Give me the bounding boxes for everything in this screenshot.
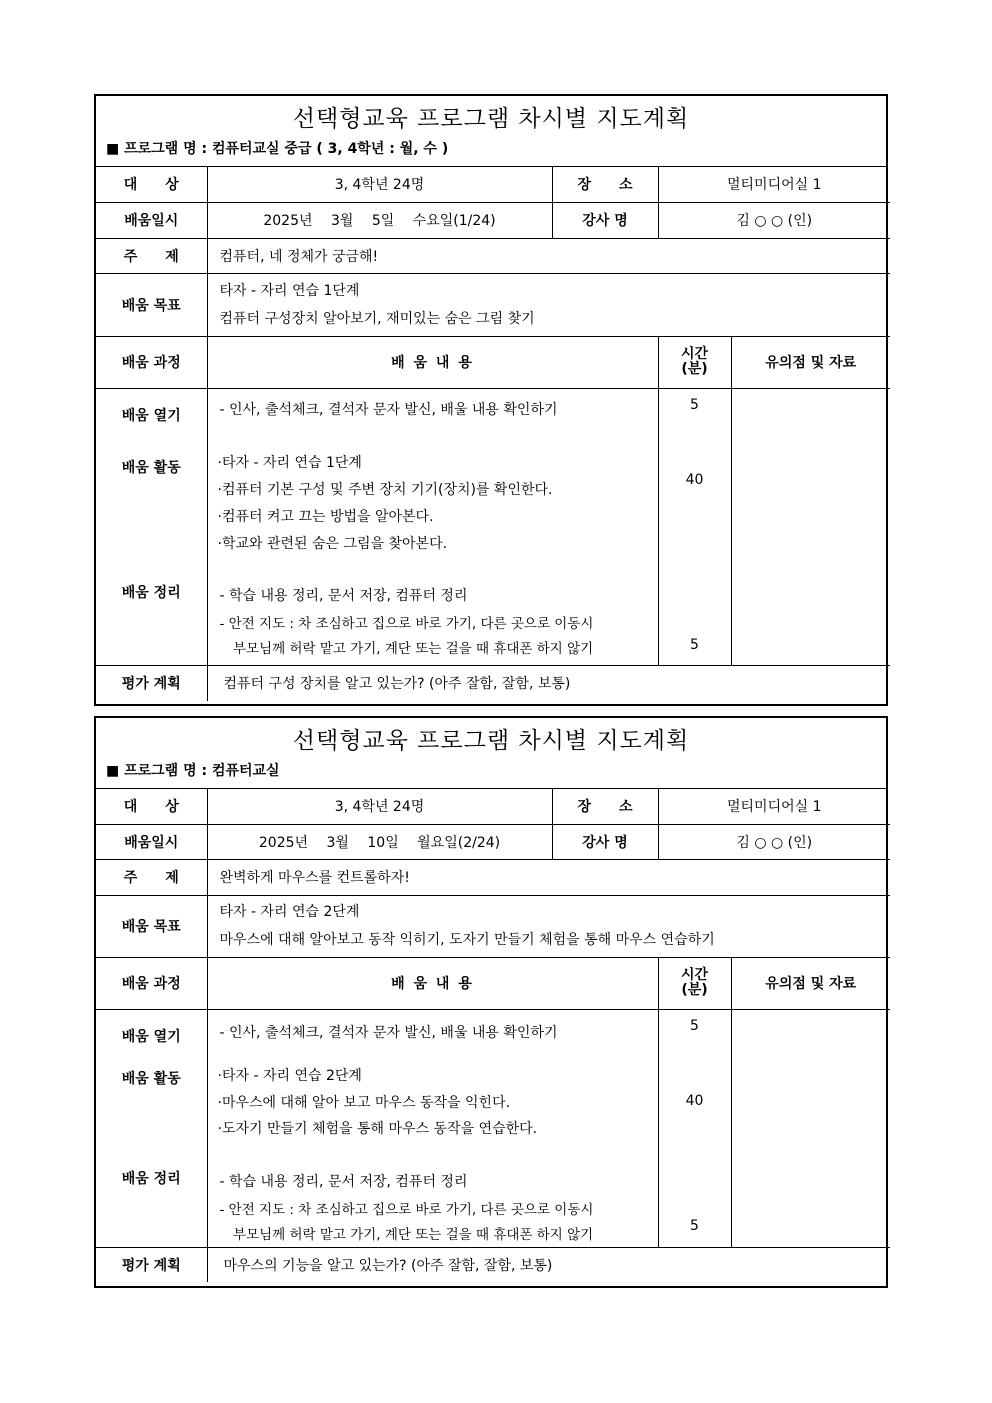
target-label: 대 상 xyxy=(96,789,207,824)
notes-column xyxy=(731,1009,890,1247)
goal-label: 배움 목표 xyxy=(96,895,207,957)
stage-open: 배움 열기 xyxy=(121,1028,181,1045)
time-column xyxy=(658,388,731,665)
stage-wrap: 배움 정리 xyxy=(121,1170,181,1187)
time-open: 5 xyxy=(690,396,699,413)
place-label: 장 소 xyxy=(552,789,658,824)
process-header: 배움 과정 xyxy=(96,957,207,1009)
wrap-item: - 학습 내용 정리, 문서 저장, 컴퓨터 정리 xyxy=(219,587,468,604)
open-item: - 인사, 출석체크, 결석자 문자 발신, 배울 내용 확인하기 xyxy=(219,401,558,418)
goal-list xyxy=(207,273,890,336)
time-header: 시간 (분) xyxy=(658,957,731,1009)
activity-item: ·컴퓨터 기본 구성 및 주변 장치 기기(장치)를 확인한다. xyxy=(217,481,553,498)
teacher-value: 김 ○ ○ (인) xyxy=(658,824,890,859)
date-label: 배움일시 xyxy=(96,202,207,238)
wrap-item: 부모님께 허락 맡고 가기, 계단 또는 걸을 때 휴대폰 하지 않기 xyxy=(219,640,594,657)
lesson-plan-2 xyxy=(94,716,888,1288)
date-label: 배움일시 xyxy=(96,824,207,859)
content-column xyxy=(207,388,658,665)
date-value: 2025년 3월 10일 월요일(2/24) xyxy=(207,824,552,859)
topic-value: 완벽하게 마우스를 컨트롤하자! xyxy=(207,859,890,895)
plan-title: 선택형교육 프로그램 차시별 지도계획 xyxy=(292,728,690,754)
wrap-item: 부모님께 허락 맡고 가기, 계단 또는 걸을 때 휴대폰 하지 않기 xyxy=(219,1226,594,1243)
activity-item: ·마우스에 대해 알아 보고 마우스 동작을 익힌다. xyxy=(217,1094,511,1111)
activity-item: ·컴퓨터 켜고 끄는 방법을 알아본다. xyxy=(217,508,434,525)
content-column xyxy=(207,1009,658,1247)
goal-item: 타자 - 자리 연습 1단계 xyxy=(219,282,360,299)
topic-label: 주 제 xyxy=(96,238,207,273)
stage-column xyxy=(96,1009,207,1247)
activity-item: ·도자기 만들기 체험을 통해 마우스 동작을 연습한다. xyxy=(217,1120,538,1137)
time-wrap: 5 xyxy=(690,1217,699,1234)
teacher-label: 강사 명 xyxy=(552,824,658,859)
time-activity: 40 xyxy=(685,471,704,488)
time-column xyxy=(658,1009,731,1247)
stage-activity: 배움 활동 xyxy=(121,459,181,476)
notes-header: 유의점 및 자료 xyxy=(731,957,890,1009)
plan-title: 선택형교육 프로그램 차시별 지도계획 xyxy=(292,106,690,132)
target-value: 3, 4학년 24명 xyxy=(207,789,552,824)
eval-label: 평가 계획 xyxy=(96,665,207,701)
notes-header: 유의점 및 자료 xyxy=(731,336,890,388)
content-header: 배 움 내 용 xyxy=(207,336,658,388)
time-activity: 40 xyxy=(685,1092,704,1109)
stage-activity: 배움 활동 xyxy=(121,1070,181,1087)
plan-table xyxy=(96,789,890,1282)
eval-label: 평가 계획 xyxy=(96,1247,207,1282)
notes-column xyxy=(731,388,890,665)
place-label: 장 소 xyxy=(552,167,658,202)
goal-item: 타자 - 자리 연습 2단계 xyxy=(219,904,360,920)
wrap-item: - 안전 지도 : 차 조심하고 집으로 바로 가기, 다른 곳으로 이동시 xyxy=(219,1201,594,1218)
stage-open: 배움 열기 xyxy=(121,407,181,424)
activity-item: ·타자 - 자리 연습 1단계 xyxy=(217,454,362,471)
target-label: 대 상 xyxy=(96,167,207,202)
time-open: 5 xyxy=(690,1017,699,1034)
target-value: 3, 4학년 24명 xyxy=(207,167,552,202)
activity-item: ·타자 - 자리 연습 2단계 xyxy=(217,1067,362,1084)
lesson-plan-1 xyxy=(94,94,888,706)
program-name: ■ 프로그램 명 : 컴퓨터교실 중급 ( 3, 4학년 : 월, 수 ) xyxy=(96,136,886,167)
program-name: ■ 프로그램 명 : 컴퓨터교실 xyxy=(96,758,886,789)
goal-item: 마우스에 대해 알아보고 동작 익히기, 도자기 만들기 체험을 통해 마우스 연습하기 xyxy=(219,932,715,948)
stage-column xyxy=(96,388,207,665)
goal-list xyxy=(207,895,890,957)
time-wrap: 5 xyxy=(690,636,699,653)
open-item: - 인사, 출석체크, 결석자 문자 발신, 배울 내용 확인하기 xyxy=(219,1024,558,1041)
eval-value: 마우스의 기능을 알고 있는가? (아주 잘함, 잘함, 보통) xyxy=(207,1247,890,1282)
stage-wrap: 배움 정리 xyxy=(121,584,181,601)
goal-item: 컴퓨터 구성장치 알아보기, 재미있는 숨은 그림 찾기 xyxy=(219,310,535,327)
teacher-label: 강사 명 xyxy=(552,202,658,238)
teacher-value: 김 ○ ○ (인) xyxy=(658,202,890,238)
eval-value: 컴퓨터 구성 장치를 알고 있는가? (아주 잘함, 잘함, 보통) xyxy=(207,665,890,701)
topic-label: 주 제 xyxy=(96,859,207,895)
process-header: 배움 과정 xyxy=(96,336,207,388)
plan-table xyxy=(96,167,890,701)
wrap-item: - 학습 내용 정리, 문서 저장, 컴퓨터 정리 xyxy=(219,1173,468,1190)
activity-item: ·학교와 관련된 숨은 그림을 찾아본다. xyxy=(217,535,448,552)
content-header: 배 움 내 용 xyxy=(207,957,658,1009)
place-value: 멀티미디어실 1 xyxy=(658,789,890,824)
date-value: 2025년 3월 5일 수요일(1/24) xyxy=(207,202,552,238)
place-value: 멀티미디어실 1 xyxy=(658,167,890,202)
topic-value: 컴퓨터, 네 정체가 궁금해! xyxy=(207,238,890,273)
wrap-item: - 안전 지도 : 차 조심하고 집으로 바로 가기, 다른 곳으로 이동시 xyxy=(219,615,594,632)
time-header: 시간 (분) xyxy=(658,336,731,388)
goal-label: 배움 목표 xyxy=(96,273,207,336)
